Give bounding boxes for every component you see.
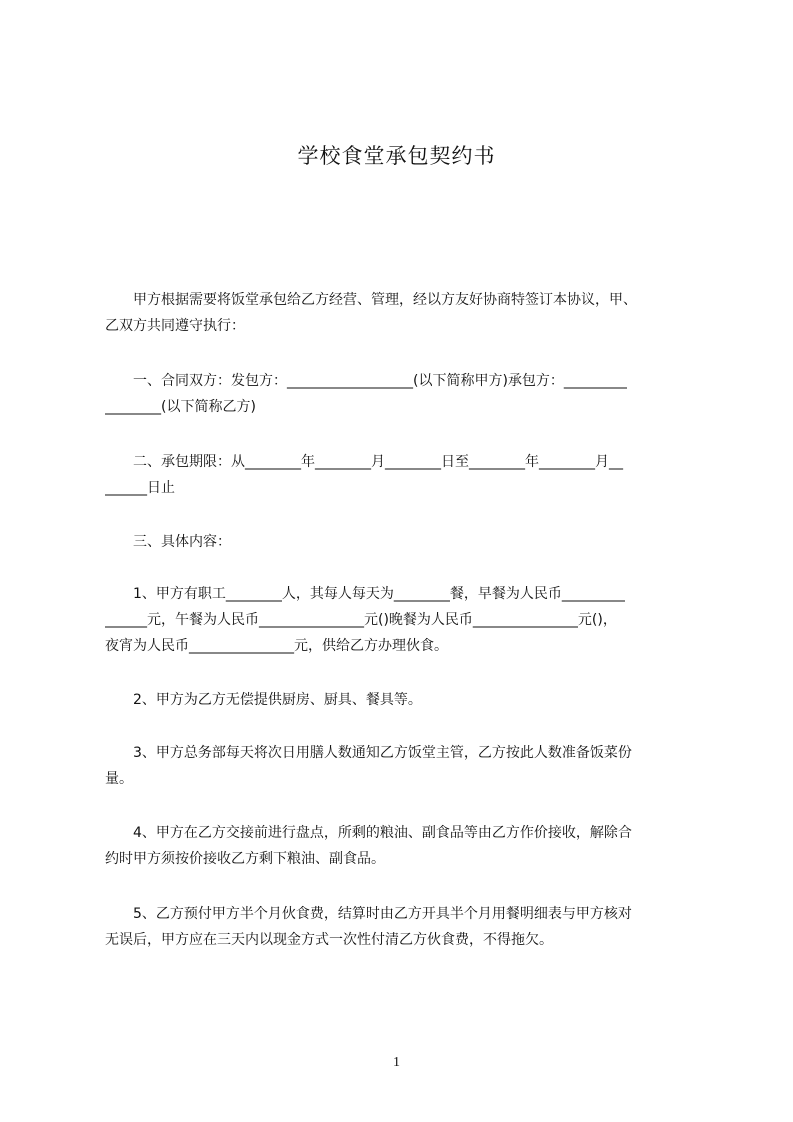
paragraph-intro — [105, 287, 705, 339]
paragraph-item-5 — [105, 901, 705, 953]
paragraph-item-1 — [105, 581, 705, 659]
page-number: 1 — [393, 1055, 400, 1070]
paragraph-item-4 — [105, 820, 705, 872]
paragraph-line: 一、合同双方：发包方：__________________(以下简称甲方)承包方：_________ — [105, 373, 627, 389]
paragraph-parties — [105, 368, 705, 420]
paragraph-line: 无误后，甲方应在三天内以现金方式一次性付清乙方伙食费，不得拖欠。 — [105, 932, 553, 948]
paragraph-line: 甲方根据需要将饭堂承包给乙方经营、管理，经以方友好协商特签订本协议，甲、 — [105, 292, 637, 308]
paragraph-term — [105, 449, 705, 501]
paragraph-line: 乙双方共同遵守执行： — [105, 318, 245, 334]
paragraph-line: ______元，午餐为人民币_______________元()晚餐为人民币_______________元()， — [105, 612, 617, 628]
paragraph-line: 5、乙方预付甲方半个月伙食费，结算时由乙方开具半个月用餐明细表与甲方核对 — [105, 906, 632, 922]
paragraph-line: 2、甲方为乙方无偿提供厨房、厨具、餐具等。 — [105, 692, 422, 708]
paragraph-line: 1、甲方有职工________人，其每人每天为________餐，早餐为人民币_________ — [105, 586, 625, 602]
document-title: 学校食堂承包契约书 — [297, 144, 496, 168]
paragraph-line: 二、承包期限：从________年________月________日至________年________月__ — [105, 454, 623, 470]
paragraph-content-heading — [105, 529, 705, 555]
paragraph-item-2 — [105, 687, 705, 713]
paragraph-item-3 — [105, 740, 705, 792]
paragraph-line: 约时甲方须按价接收乙方剩下粮油、副食品。 — [105, 851, 385, 867]
paragraph-line: ________(以下简称乙方) — [105, 399, 256, 415]
paragraph-line: ______日止 — [105, 480, 175, 496]
paragraph-line: 3、甲方总务部每天将次日用膳人数通知乙方饭堂主管，乙方按此人数准备饭菜份 — [105, 745, 632, 761]
paragraph-line: 夜宵为人民币_______________元，供给乙方办理伙食。 — [105, 638, 448, 654]
paragraph-line: 4、甲方在乙方交接前进行盘点，所剩的粮油、副食品等由乙方作价接收，解除合 — [105, 825, 632, 841]
paragraph-line: 量。 — [105, 771, 133, 787]
paragraph-line: 三、具体内容： — [105, 534, 231, 550]
